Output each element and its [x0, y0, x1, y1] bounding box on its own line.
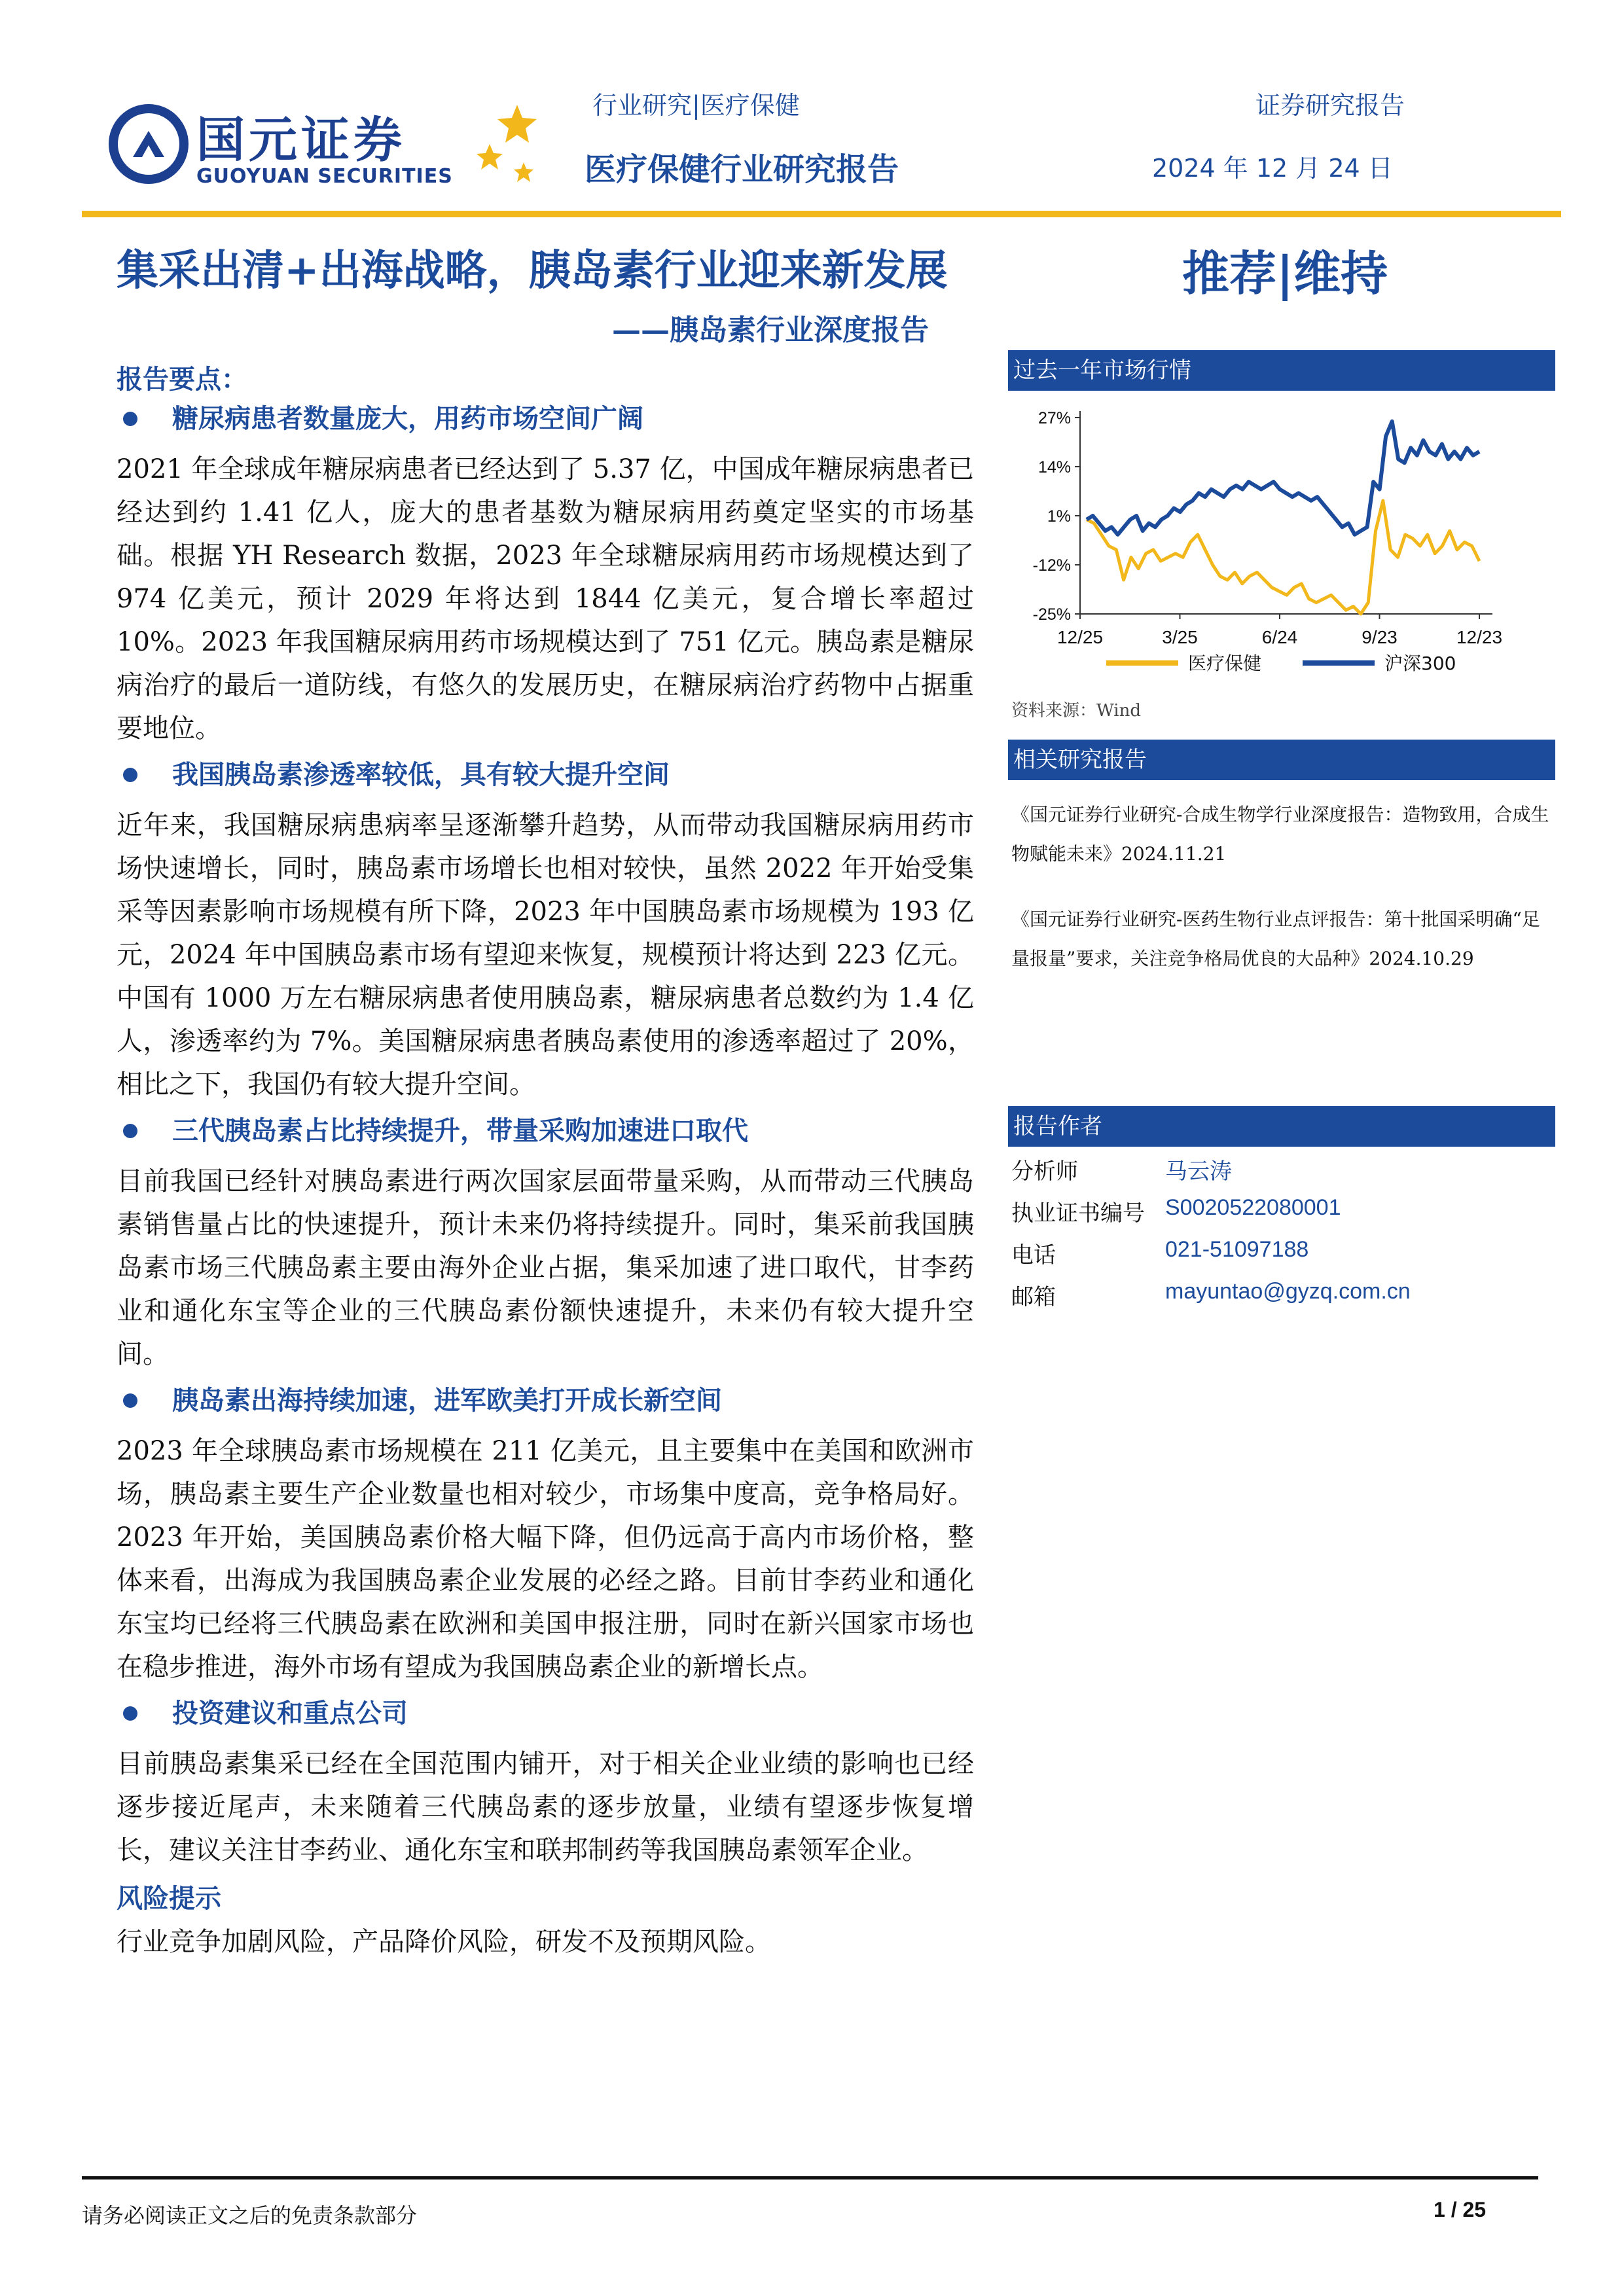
key-points-label: 报告要点： — [117, 364, 247, 395]
author-label-email: 邮箱 — [1011, 1284, 1056, 1310]
section-heading-text: 三代胰岛素占比持续提升，带量采购加速进口取代 — [172, 1115, 748, 1146]
report-category: 行业研究|医疗保健 — [592, 91, 800, 120]
section-heading — [117, 755, 974, 804]
section-body: 目前胰岛素集采已经在全国范围内铺开，对于相关企业业绩的影响也已经逐步接近尾声，未来随着三代胰岛素的逐步放量，业绩有望逐步恢复增长，建议关注甘李药业、通化东宝和联邦制药等我国胰岛素领军企业。 — [117, 1749, 974, 1865]
section-1 — [117, 399, 974, 750]
author-value-analyst: 马云涛 — [1165, 1158, 1232, 1185]
section-heading — [117, 1694, 974, 1742]
related-reports-title: 相关研究报告 — [1008, 740, 1555, 780]
bullet-icon — [123, 1124, 137, 1138]
author-value-email[interactable]: mayuntao@gyzq.com.cn — [1165, 1279, 1411, 1304]
brand-name: 国元证券 — [196, 112, 406, 168]
report-name: 医疗保健行业研究报告 — [585, 151, 899, 188]
page-subtitle: ——胰岛素行业深度报告 — [612, 314, 929, 347]
section-4 — [117, 1381, 974, 1689]
author-label-phone: 电话 — [1011, 1242, 1056, 1268]
y-tick-label: 27% — [1038, 409, 1071, 427]
star-mark-icon — [477, 105, 549, 190]
footer-disclaimer: 请务必阅读正文之后的免责条款部分 — [82, 2203, 418, 2228]
report-date: 2024 年 12 月 24 日 — [1152, 154, 1393, 183]
bullet-icon — [123, 768, 137, 782]
section-body: 2023 年全球胰岛素市场规模在 211 亿美元，且主要集中在美国和欧洲市场，胰岛素主要生产企业数量也相对较少，市场集中度高，竞争格局好。2023 年开始，美国胰岛素价格大幅下降，但仍远高于高内市场价格，整体来看，出海成为我国胰岛素企业发展的必经之路。目前甘李药业和通化东宝均已经将三代胰岛素在欧洲和美国申报注册，同时在新兴国家市场也在稳步推进，海外市场有望成为我国胰岛素企业的新增长点。 — [117, 1436, 974, 1682]
related-report-item[interactable]: 《国元证券行业研究-医药生物行业点评报告：第十批国采明确“足量报量”要求，关注竞争格局优良的大品种》2024.10.29 — [1011, 908, 1540, 969]
risk-body: 行业竞争加剧风险，产品降价风险，研发不及预期风险。 — [117, 1927, 771, 1957]
guoyuan-emblem-icon — [108, 103, 190, 185]
x-tick-label: 9/23 — [1362, 627, 1398, 647]
bullet-icon — [123, 412, 137, 426]
section-5 — [117, 1694, 974, 1872]
page-title: 集采出清+出海战略，胰岛素行业迎来新发展 — [117, 246, 948, 295]
section-3 — [117, 1111, 974, 1376]
bullet-icon — [123, 1393, 137, 1408]
section-heading — [117, 1381, 974, 1429]
main-content — [117, 399, 974, 1969]
y-tick-label: 14% — [1038, 458, 1071, 476]
brand-name-en: GUOYUAN SECURITIES — [196, 165, 453, 188]
legend-label: 沪深300 — [1384, 653, 1456, 674]
chart-source: 资料来源：Wind — [1011, 701, 1141, 721]
section-heading-text: 胰岛素出海持续加速，进军欧美打开成长新空间 — [172, 1385, 722, 1416]
report-type: 证券研究报告 — [1255, 91, 1405, 120]
page-number: 1 / 25 — [1434, 2198, 1487, 2221]
x-tick-label: 12/23 — [1456, 627, 1503, 647]
section-heading — [117, 399, 974, 448]
x-tick-label: 12/25 — [1056, 627, 1104, 647]
market-chart — [1008, 398, 1555, 679]
y-tick-label: -12% — [1032, 556, 1071, 575]
section-heading — [117, 1111, 974, 1160]
bullet-icon — [123, 1706, 137, 1721]
legend-label: 医疗保健 — [1188, 653, 1262, 674]
x-tick-label: 6/24 — [1261, 627, 1298, 647]
section-body: 目前我国已经针对胰岛素进行两次国家层面带量采购，从而带动三代胰岛素销售量占比的快速提升，预计未来仍将持续提升。同时，集采前我国胰岛素市场三代胰岛素主要由海外企业占据，集采加速了进口取代，甘李药业和通化东宝等企业的三代胰岛素份额快速提升，未来仍有较大提升空间。 — [117, 1166, 974, 1369]
related-report-item[interactable]: 《国元证券行业研究-合成生物学行业深度报告：造物致用，合成生物赋能未来》2024.11.21 — [1011, 804, 1549, 865]
section-heading-text: 投资建议和重点公司 — [172, 1698, 408, 1729]
y-tick-label: -25% — [1032, 605, 1071, 624]
author-label-license: 执业证书编号 — [1011, 1200, 1145, 1227]
author-value-license: S0020522080001 — [1165, 1195, 1341, 1220]
rating-badge: 推荐|维持 — [1182, 245, 1388, 301]
series-line-healthcare — [1087, 501, 1479, 614]
y-tick-label: 1% — [1047, 507, 1071, 526]
section-body: 2021 年全球成年糖尿病患者已经达到了 5.37 亿，中国成年糖尿病患者已经达到约 1.41 亿人，庞大的患者基数为糖尿病用药奠定坚实的市场基础。根据 YH Research 数据，2023 年全球糖尿病用药市场规模达到了 974 亿美元，预计 2029 年将达到 1844 亿美元，复合增长率超过 10%。2023 年我国糖尿病用药市场规模达到了 751 亿元。胰岛素是糖尿病治疗的最后一道防线，有悠久的发展历史，在糖尿病治疗药物中占据重要地位。 — [117, 454, 974, 744]
header-divider — [82, 211, 1561, 217]
x-tick-label: 3/25 — [1162, 627, 1198, 647]
footer-divider — [82, 2176, 1538, 2179]
section-body: 近年来，我国糖尿病患病率呈逐渐攀升趋势，从而带动我国糖尿病用药市场快速增长，同时，胰岛素市场增长也相对较快，虽然 2022 年开始受集采等因素影响市场规模有所下降，2023 年中国胰岛素市场规模为 193 亿元，2024 年中国胰岛素市场有望迎来恢复，规模预计将达到 223 亿元。中国有 1000 万左右糖尿病患者使用胰岛素，糖尿病患者总数约为 1.4 亿人，渗透率约为 7%。美国糖尿病患者胰岛素使用的渗透率超过了 20%，相比之下，我国仍有较大提升空间。 — [117, 810, 974, 1100]
series-line-csi300 — [1087, 422, 1479, 535]
author-value-phone: 021-51097188 — [1165, 1237, 1309, 1262]
section-heading-text: 糖尿病患者数量庞大，用药市场空间广阔 — [172, 403, 643, 434]
risk-heading: 风险提示 — [117, 1883, 221, 1914]
section-heading-text: 我国胰岛素渗透率较低，具有较大提升空间 — [172, 759, 670, 790]
author-section-title: 报告作者 — [1008, 1106, 1555, 1147]
author-label-analyst: 分析师 — [1011, 1158, 1078, 1185]
section-2 — [117, 755, 974, 1106]
market-chart-title: 过去一年市场行情 — [1008, 350, 1555, 391]
